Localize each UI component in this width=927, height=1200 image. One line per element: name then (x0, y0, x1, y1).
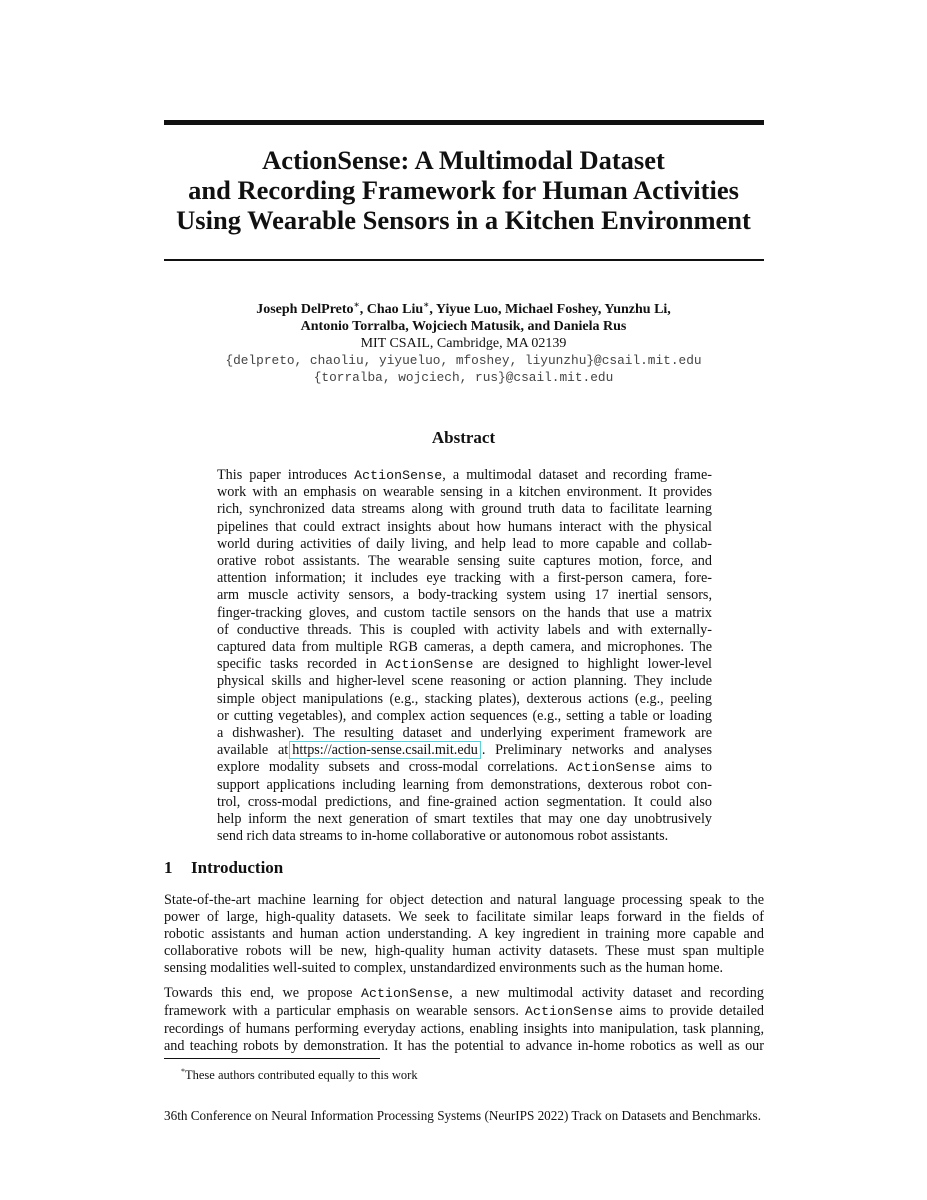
abstract-line: physical skills and higher-level scene reasoning or action planning. They include (217, 673, 712, 690)
abstract-line (217, 742, 712, 759)
title-bottom-rule (164, 259, 764, 261)
conference-footer: 36th Conference on Neural Information Processing Systems (NeurIPS 2022) Track on Datasets and Benchmarks. (164, 1108, 761, 1123)
body-line: State-of-the-art machine learning for object detection and natural language processing speak to the (164, 892, 764, 908)
footnote-rule (164, 1058, 380, 1059)
title-line: ActionSense: A Multimodal Dataset (262, 145, 665, 175)
abstract-line: finger-tracking gloves, and custom tactile sensors on the hands that use a matrix (217, 604, 712, 621)
abstract-line (217, 759, 712, 776)
author-names: , Yiyue Luo, Michael Foshey, Yunzhu Li, (429, 302, 671, 317)
author-emails: {torralba, wojciech, rus}@csail.mit.edu (313, 370, 614, 385)
title-line: and Recording Framework for Human Activities (188, 175, 739, 205)
section-title: Introduction (191, 858, 284, 877)
text: are designed to highlight lower-level (473, 656, 712, 673)
section-number: 1 (164, 858, 173, 877)
abstract-line: of conductive threads. This is coupled with activity labels and with externally- (217, 621, 712, 638)
abstract-line (217, 467, 712, 484)
text: This paper introduces (217, 467, 355, 483)
abstract-line: pipelines that could extract insights about how humans interact with the physical (217, 518, 712, 535)
body-line (164, 985, 764, 1003)
dataset-name: ActionSense (525, 1003, 614, 1019)
text: , a new multimodal activity dataset and recording (449, 985, 764, 1001)
abstract-line: simple object manipulations (e.g., stacking plates), dexterous actions (e.g., peeling (217, 690, 712, 707)
dataset-link[interactable]: https://action-sense.csail.mit.edu (289, 741, 481, 759)
abstract-line: work with an emphasis on wearable sensing in a kitchen environment. It provides (217, 484, 712, 501)
dataset-name: ActionSense (360, 986, 450, 1001)
text: available at (217, 742, 289, 759)
equal-contribution-mark: ∗ (353, 299, 360, 310)
intro-paragraph-1 (164, 892, 764, 977)
text: Towards this end, we propose (164, 985, 361, 1001)
author-name: , Chao Liu (359, 302, 424, 317)
author-names-line-1 (150, 301, 777, 318)
abstract-line: rich, synchronized data streams along with ground truth data to facilitate learning (217, 501, 712, 518)
text: . Preliminary networks and analyses (481, 742, 712, 759)
text: , a multimodal dataset and recording frame- (442, 467, 712, 483)
text: aims to (655, 759, 712, 776)
footnote-text: These authors contributed equally to this work (185, 1068, 418, 1083)
footnote (181, 1064, 418, 1083)
body-line: robotic assistants and human action understanding. A key ingredient in training more capable and (164, 925, 764, 942)
abstract-heading: Abstract (431, 428, 496, 447)
abstract-line: help inform the next generation of smart textiles that may one day unobtrusively (217, 811, 712, 828)
dataset-name: ActionSense (385, 657, 474, 673)
dataset-name: ActionSense (354, 468, 443, 483)
abstract-line (217, 656, 712, 673)
abstract-line: arm muscle activity sensors, a body-tracking system using 17 inertial sensors, (217, 587, 712, 604)
abstract-line: captured data from multiple RGB cameras, a depth camera, and microphones. The (217, 639, 712, 656)
body-line: sensing modalities well-suited to complex, unstandardized environments such as the human home. (164, 959, 724, 976)
abstract-line: world during activities of daily living, and help lead to more capable and collab- (217, 535, 712, 552)
body-line (164, 1003, 764, 1021)
section-heading (164, 858, 283, 878)
author-names-line-2: Antonio Torralba, Wojciech Matusik, and Daniela Rus (300, 319, 627, 334)
abstract-line: send rich data streams to in-home collaborative or autonomous robot assistants. (217, 828, 669, 845)
equal-contribution-mark: ∗ (423, 299, 430, 310)
text: aims to provide detailed (613, 1002, 764, 1019)
text: specific tasks recorded in (217, 656, 386, 673)
abstract-line: orative robot assistants. The wearable sensing suite captures motion, force, and (217, 553, 712, 570)
abstract-body (217, 467, 712, 845)
title-top-rule (164, 120, 764, 125)
affiliation: MIT CSAIL, Cambridge, MA 02139 (360, 336, 567, 351)
paper-title (130, 145, 797, 235)
abstract-line: support applications including learning from demonstrations, dexterous robot con- (217, 776, 712, 793)
abstract-line: trol, cross-modal predictions, and fine-grained action segmentation. It could also (217, 793, 712, 810)
abstract-line: or cutting vegetables), and complex action sequences (e.g., setting a table or loading (217, 707, 712, 724)
body-line: and teaching robots by demonstration. It has the potential to advance in-home robotics as well as our (164, 1037, 764, 1054)
author-emails: {delpreto, chaoliu, yiyueluo, mfoshey, liyunzhu}@csail.mit.edu (225, 353, 702, 368)
footnote-mark: * (181, 1067, 185, 1076)
text: framework with a particular emphasis on wearable sensors. (164, 1002, 526, 1019)
author-block (150, 301, 777, 386)
abstract-line: attention information; it includes eye tracking with a first-person camera, fore- (217, 570, 712, 587)
author-name: Joseph DelPreto (256, 302, 354, 317)
title-line: Using Wearable Sensors in a Kitchen Environment (176, 205, 751, 235)
abstract-line: a dishwasher). The resulting dataset and underlying experiment framework are (217, 725, 712, 742)
dataset-name: ActionSense (567, 760, 656, 776)
intro-paragraph-2 (164, 985, 764, 1055)
body-line: recordings of humans performing everyday actions, enabling insights into manipulation, task planning, (164, 1020, 764, 1037)
body-line: power of large, high-quality datasets. We seek to facilitate similar leaps forward in the fields of (164, 908, 764, 925)
body-line: collaborative robots will be new, high-quality human activity datasets. These must span multiple (164, 942, 764, 959)
text: explore modality subsets and cross-modal correlations. (217, 759, 568, 776)
